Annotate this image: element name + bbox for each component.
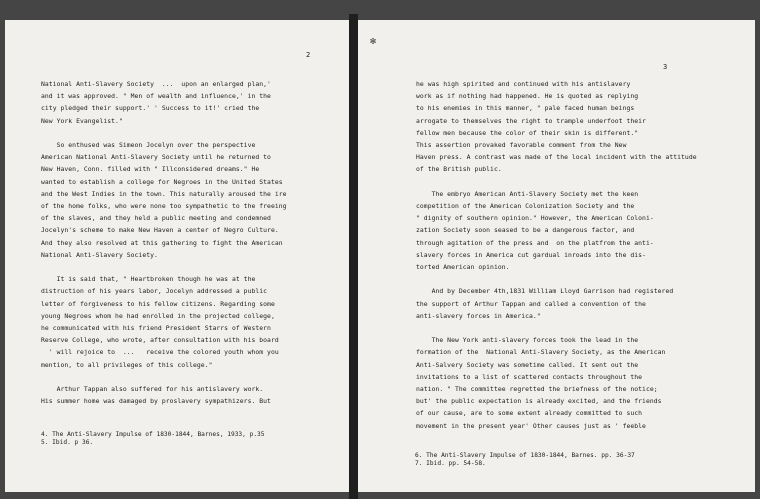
text-line: fellow men because the color of their skin is different."	[416, 128, 639, 137]
text-line: New Haven, Conn. filled with " Illconsidered dreams." He	[41, 165, 260, 174]
text-line: The embryo American Anti-Slavery Society met the keen	[416, 189, 639, 198]
text-line: This assertion provaked favorable comment from the New	[416, 141, 627, 150]
text-line: wanted to establish a college for Negroes in the United States	[41, 177, 283, 186]
left-page	[5, 20, 349, 492]
text-line: " dignity of southern opinion." However, the American Coloni-	[416, 214, 654, 223]
text-line: National Anti-Slavery Society ... upon an enlarged plan,'	[41, 80, 271, 88]
text-line: competition of the American Colonization Society and the	[416, 202, 635, 211]
text-line: distruction of his years labor, Jocelyn addressed a public	[41, 287, 268, 296]
left-body-text	[41, 78, 287, 407]
text-line: work as if nothing had happened. He is quoted as replying	[416, 92, 639, 101]
text-line: American National Anti-Slavery Society until he returned to	[41, 153, 271, 162]
text-line: It is said that, " Heartbroken though he was at the	[41, 275, 256, 284]
right-page-number: 3	[663, 63, 668, 71]
right-page	[358, 20, 755, 492]
text-line	[41, 127, 287, 139]
footnote: 5. Ibid. p 36.	[41, 439, 94, 446]
text-line: arrogate to themselves the right to trample underfoot their	[416, 116, 646, 125]
text-line: through agitation of the press and on the platfrom the anti-	[416, 238, 654, 247]
footnote: 7. Ibid. pp. 54-58.	[415, 460, 486, 467]
text-line	[41, 371, 287, 383]
text-line: So enthused was Simeon Jocelyn over the perspective	[41, 141, 256, 150]
text-line: to his enemies in this manner, " pale faced human beings	[416, 104, 635, 113]
text-line: mention, to all privileges of this college."	[41, 360, 213, 369]
text-line: Reserve College, who wrote, after consultation with his board	[41, 336, 279, 345]
text-line: slavery forces in America cut gardual inroads into the dis-	[416, 250, 646, 259]
text-line: letter of forgiveness to his fellow citizens. Regarding some	[41, 299, 275, 308]
footnote: 4. The Anti-Slavery Impulse of 1830-1844, Barnes, 1933, p.35	[41, 431, 265, 438]
text-line: And by December 4th,1831 William Lloyd Garrison had registered	[416, 287, 674, 296]
text-line: The New York anti-slavery forces took the lead in the	[416, 336, 639, 345]
text-line: formation of the National Anti-Slavery Society, as the American	[416, 348, 666, 357]
text-line: Arthur Tappan also suffered for his antislavery work.	[41, 385, 264, 394]
text-line: ' will rejoice to ... receive the colored youth whom you	[41, 348, 279, 357]
right-footnotes	[415, 452, 635, 468]
text-line	[416, 322, 697, 334]
left-page-number: 2	[306, 51, 311, 59]
text-line: New York Evangelist."	[41, 116, 123, 125]
text-line: And they also resolved at this gathering to fight the American	[41, 238, 283, 247]
text-line: of the home folks, who were none too sympathetic to the freeing	[41, 202, 287, 211]
text-line: of the slaves, and they held a public meeting and condemned	[41, 214, 271, 223]
page-gutter	[349, 14, 358, 499]
text-line: and the West Indies in the town. This naturally aroused the ire	[41, 189, 287, 198]
text-line: torted American opinion.	[416, 263, 510, 272]
left-footnotes	[41, 431, 265, 447]
text-line: of the British public.	[416, 165, 502, 174]
text-line: but' the public expectation is already excited, and the friends	[416, 397, 662, 406]
text-line: anti-slavery forces in America."	[416, 311, 541, 320]
text-line: nation. " The committee regretted the briefness of the notice;	[416, 385, 658, 394]
text-line: invitations to a list of scattered contacts throughout the	[416, 372, 643, 381]
text-line: zation Society soon seased to be a dangerous factor, and	[416, 226, 635, 235]
pen-mark-icon: ✻	[370, 36, 377, 47]
right-body-text	[416, 78, 697, 432]
text-line: of our cause, are to some extent already committed to such	[416, 409, 643, 418]
text-line: city pledged their support.' ' Success to it!' cried the	[41, 104, 260, 113]
text-line: and it was approved. " Men of wealth and influence,' in the	[41, 92, 271, 101]
text-line: movement in the present year' Other causes just as ' feeble	[416, 421, 646, 430]
text-line	[416, 176, 697, 188]
text-line: the support of Arthur Tappan and called a convention of the	[416, 299, 646, 308]
footnote: 6. The Anti-Slavery Impulse of 1830-1844, Barnes. pp. 36-37	[415, 452, 635, 459]
text-line: he communicated with his friend President Starrs of Western	[41, 324, 271, 333]
text-line: Haven press. A contrast was made of the local incident with the attitude	[416, 153, 697, 162]
text-line: young Negroes whom he had enrolled in the projected college,	[41, 311, 275, 320]
text-line	[416, 273, 697, 285]
text-line: His summer home was damaged by proslavery sympathizers. But	[41, 397, 271, 406]
text-line: National Anti-Slavery Society.	[41, 250, 158, 259]
text-line: Jocelyn's scheme to make New Haven a center of Negro Culture.	[41, 226, 279, 235]
text-line	[41, 261, 287, 273]
text-line: he was high spirited and continued with his antislavery	[416, 80, 631, 88]
text-line: Anti-Salvery Society was sometime called. It sent out the	[416, 360, 639, 369]
